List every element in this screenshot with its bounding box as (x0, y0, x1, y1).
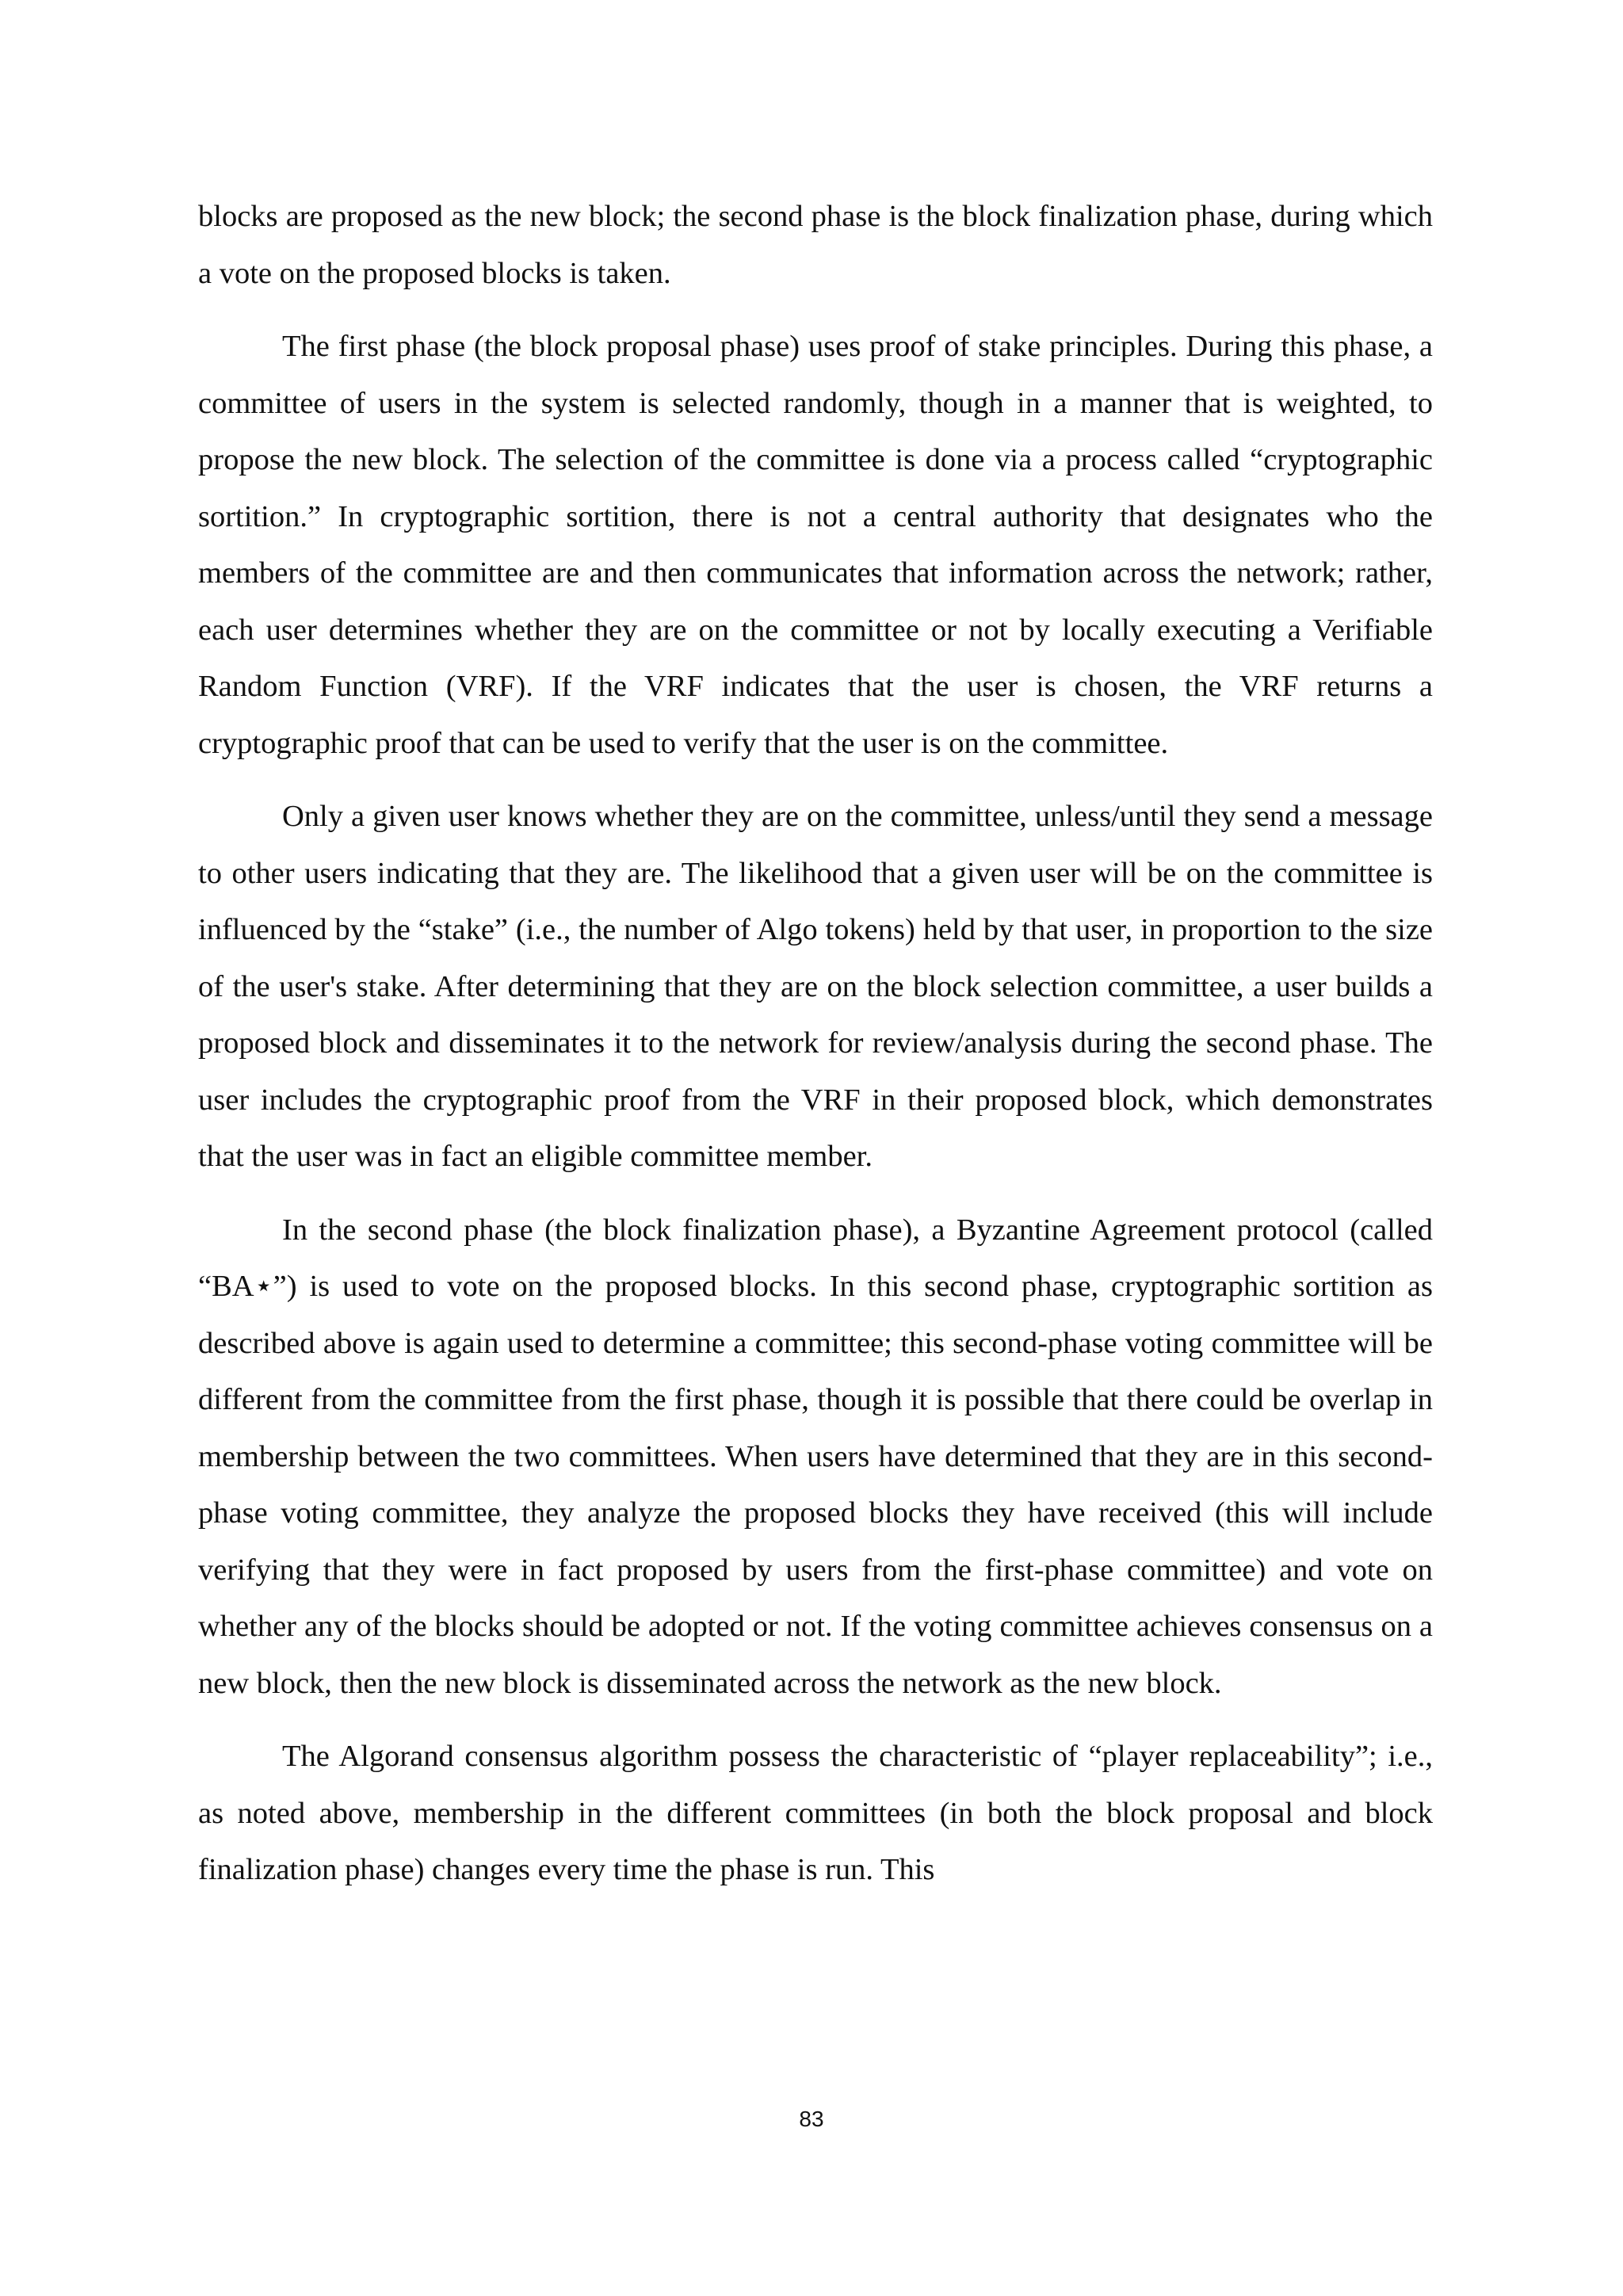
paragraph-block-finalization-phase: In the second phase (the block finalization phase), a Byzantine Agreement protocol (called “BA⋆”) is used to vote on the proposed blocks. In this second phase, cryptographic sortition as described above is again used to determine a committee; this second-phase voting committee will be different from the committee from the first phase, though it is possible that there could be overlap in membership between the two committees. When users have determined that they are in this second-phase voting committee, they analyze the proposed blocks they have received (this will include verifying that they were in fact proposed by users from the first-phase committee) and vote on whether any of the blocks should be adopted or not. If the voting committee achieves consensus on a new block, then the new block is disseminated across the network as the new block. (198, 1213, 1433, 1700)
paragraph-player-replaceability: The Algorand consensus algorithm possess the characteristic of “player replaceability”; i.e., as noted above, membership in the different committees (in both the block proposal and block finalization phase) changes every time the phase is run. This (198, 1740, 1433, 1886)
body-text (198, 189, 1433, 1916)
page-number: 83 (799, 2107, 824, 2131)
paragraph-continuation: blocks are proposed as the new block; the second phase is the block finalization phase, during which a vote on the proposed blocks is taken. (198, 200, 1433, 290)
paragraph-block-proposal-phase: The first phase (the block proposal phase) uses proof of stake principles. During this phase, a committee of users in the system is selected randomly, though in a manner that is weighted, to propose the new block. The selection of the committee is done via a process called “cryptographic sortition.” In cryptographic sortition, there is not a central authority that designates who the members of the committee are and then communicates that information across the network; rather, each user determines whether they are on the committee or not by locally executing a Verifiable Random Function (VRF). If the VRF indicates that the user is chosen, the VRF returns a cryptographic proof that can be used to verify that the user is on the committee. (198, 330, 1433, 760)
paragraph-committee-stake: Only a given user knows whether they are on the committee, unless/until they send a message to other users indicating that they are. The likelihood that a given user will be on the committee is influenced by the “stake” (i.e., the number of Algo tokens) held by that user, in proportion to the size of the user's stake. After determining that they are on the block selection committee, a user builds a proposed block and disseminates it to the network for review/analysis during the second phase. The user includes the cryptographic proof from the VRF in their proposed block, which demonstrates that the user was in fact an eligible committee member. (198, 800, 1433, 1173)
